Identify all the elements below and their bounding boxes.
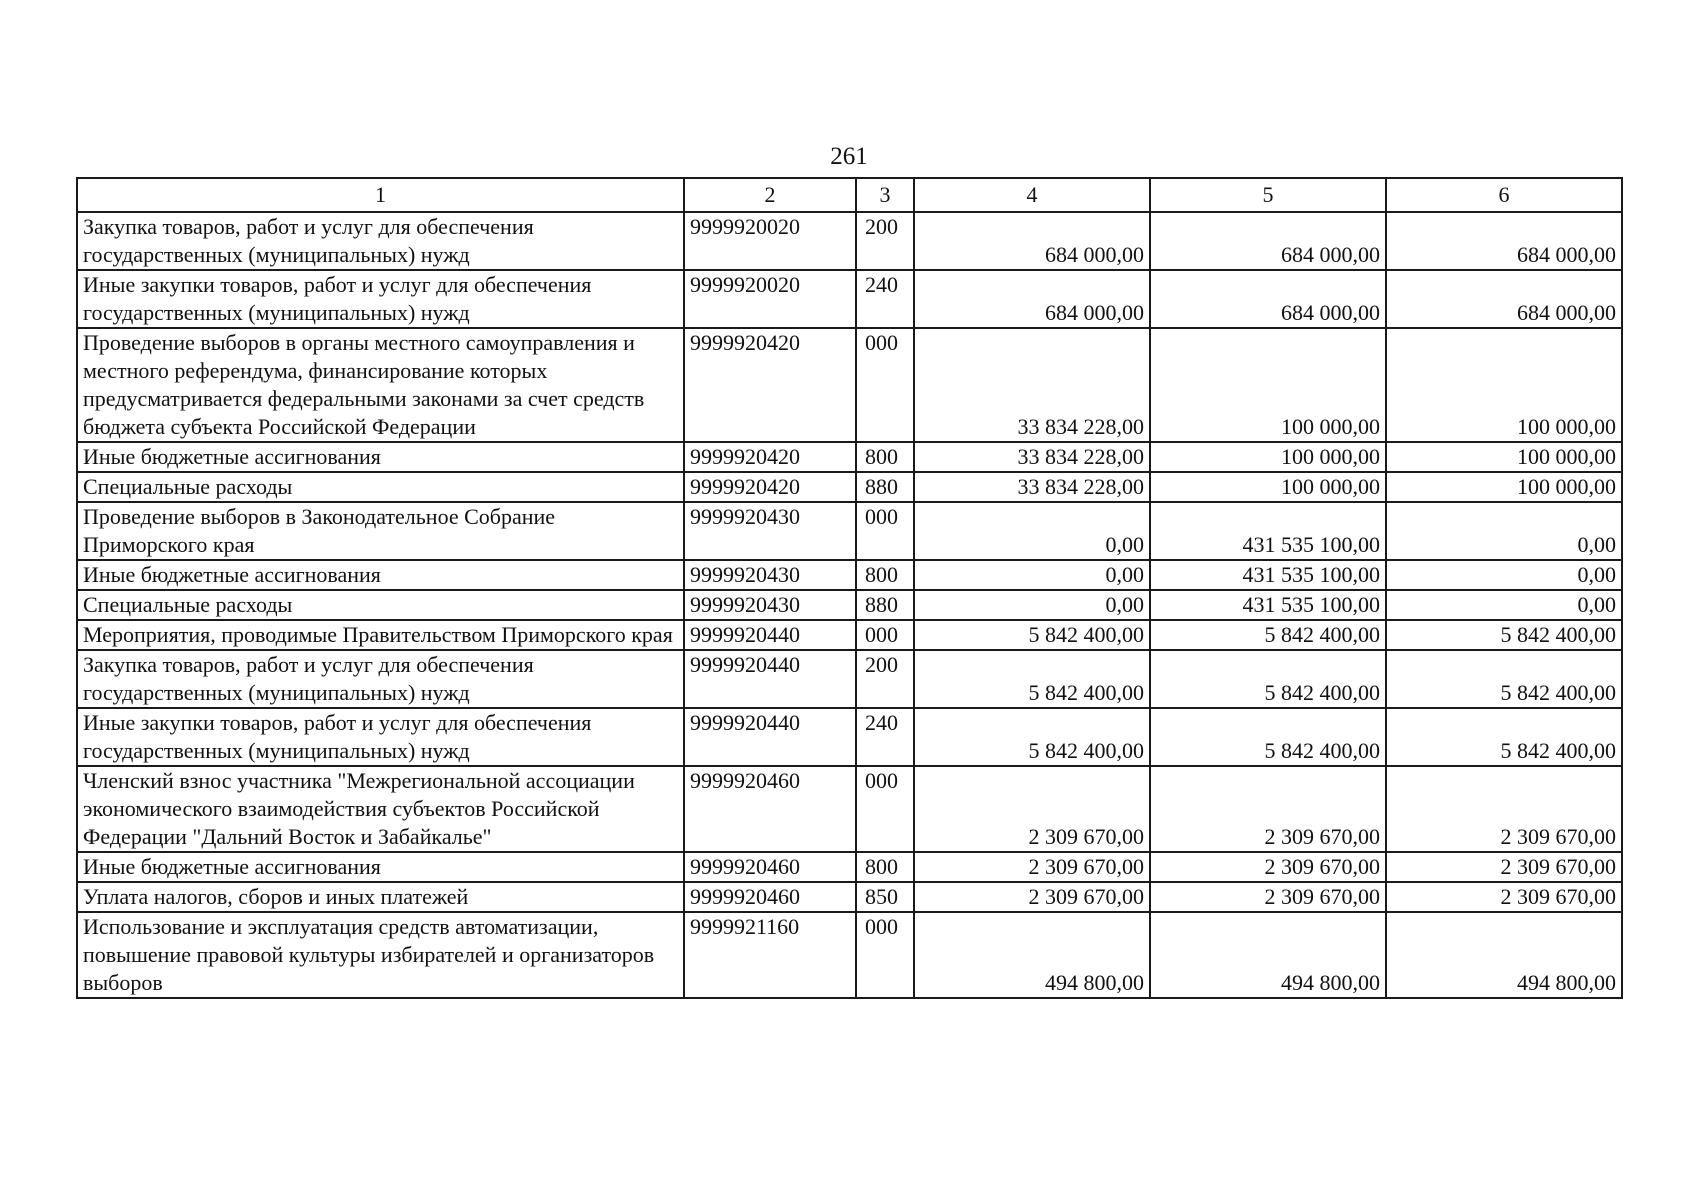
table-row: [77, 560, 1622, 590]
row-amount-col6-cell: 5 842 400,00: [1386, 650, 1622, 708]
row-code-cell: 9999920440: [684, 620, 856, 650]
row-amount-col5-cell: 100 000,00: [1150, 328, 1386, 442]
row-code-cell: 9999920460: [684, 882, 856, 912]
table-row: [77, 708, 1622, 766]
row-amount-col6-cell: 5 842 400,00: [1386, 708, 1622, 766]
table-row: [77, 766, 1622, 852]
row-code-cell: 9999920430: [684, 560, 856, 590]
row-name-cell: Проведение выборов в Законодательное Собрание Приморского края: [77, 502, 684, 560]
row-type-cell: 240: [856, 270, 914, 328]
header-cell-6: 6: [1386, 178, 1622, 212]
header-cell-1: 1: [77, 178, 684, 212]
row-type-cell: 850: [856, 882, 914, 912]
row-amount-col5-cell: 2 309 670,00: [1150, 852, 1386, 882]
row-amount-col5-cell: 2 309 670,00: [1150, 882, 1386, 912]
row-amount-col4-cell: 5 842 400,00: [914, 708, 1150, 766]
table-row: [77, 650, 1622, 708]
row-code-cell: 9999920420: [684, 472, 856, 502]
row-code-cell: 9999920020: [684, 270, 856, 328]
row-amount-col4-cell: 33 834 228,00: [914, 442, 1150, 472]
table-row: [77, 212, 1622, 270]
table-body: [77, 178, 1622, 998]
row-code-cell: 9999920460: [684, 766, 856, 852]
table-header-row: [77, 178, 1622, 212]
row-amount-col4-cell: 0,00: [914, 502, 1150, 560]
row-amount-col6-cell: 100 000,00: [1386, 328, 1622, 442]
table-row: [77, 442, 1622, 472]
row-name-cell: Специальные расходы: [77, 590, 684, 620]
row-amount-col4-cell: 2 309 670,00: [914, 766, 1150, 852]
row-amount-col4-cell: 494 800,00: [914, 912, 1150, 998]
row-type-cell: 200: [856, 212, 914, 270]
row-amount-col5-cell: 431 535 100,00: [1150, 560, 1386, 590]
row-code-cell: 9999920430: [684, 590, 856, 620]
header-cell-3: 3: [856, 178, 914, 212]
table-row: [77, 882, 1622, 912]
row-amount-col5-cell: 5 842 400,00: [1150, 650, 1386, 708]
row-amount-col4-cell: 0,00: [914, 560, 1150, 590]
row-amount-col5-cell: 494 800,00: [1150, 912, 1386, 998]
row-code-cell: 9999920440: [684, 708, 856, 766]
row-name-cell: Закупка товаров, работ и услуг для обеспечения государственных (муниципальных) нужд: [77, 212, 684, 270]
row-type-cell: 000: [856, 502, 914, 560]
row-type-cell: 000: [856, 766, 914, 852]
table-row: [77, 270, 1622, 328]
row-amount-col6-cell: 2 309 670,00: [1386, 882, 1622, 912]
row-amount-col4-cell: 33 834 228,00: [914, 472, 1150, 502]
row-name-cell: Мероприятия, проводимые Правительством Приморского края: [77, 620, 684, 650]
header-cell-5: 5: [1150, 178, 1386, 212]
row-name-cell: Иные закупки товаров, работ и услуг для обеспечения государственных (муниципальных) нужд: [77, 708, 684, 766]
row-code-cell: 9999920460: [684, 852, 856, 882]
row-amount-col6-cell: 684 000,00: [1386, 270, 1622, 328]
row-type-cell: 800: [856, 560, 914, 590]
row-amount-col4-cell: 5 842 400,00: [914, 620, 1150, 650]
row-type-cell: 800: [856, 442, 914, 472]
row-amount-col5-cell: 431 535 100,00: [1150, 502, 1386, 560]
row-amount-col5-cell: 5 842 400,00: [1150, 620, 1386, 650]
row-amount-col6-cell: 494 800,00: [1386, 912, 1622, 998]
row-amount-col4-cell: 33 834 228,00: [914, 328, 1150, 442]
table-row: [77, 912, 1622, 998]
row-type-cell: 000: [856, 328, 914, 442]
row-amount-col4-cell: 684 000,00: [914, 212, 1150, 270]
table-row: [77, 620, 1622, 650]
row-code-cell: 9999920420: [684, 328, 856, 442]
table-row: [77, 852, 1622, 882]
row-amount-col5-cell: 5 842 400,00: [1150, 708, 1386, 766]
row-amount-col4-cell: 684 000,00: [914, 270, 1150, 328]
row-name-cell: Членский взнос участника "Межрегиональной ассоциации экономического взаимодействия субъектов Российской Федерации "Дальний Восток и Забайкалье": [77, 766, 684, 852]
row-name-cell: Иные бюджетные ассигнования: [77, 442, 684, 472]
row-type-cell: 200: [856, 650, 914, 708]
row-amount-col4-cell: 2 309 670,00: [914, 882, 1150, 912]
row-name-cell: Закупка товаров, работ и услуг для обеспечения государственных (муниципальных) нужд: [77, 650, 684, 708]
page-number: 261: [830, 143, 868, 170]
row-name-cell: Проведение выборов в органы местного самоуправления и местного референдума, финансирование которых предусматривается федеральными законами за счет средств бюджета субъекта Российской Федерации: [77, 328, 684, 442]
row-amount-col4-cell: 2 309 670,00: [914, 852, 1150, 882]
row-amount-col6-cell: 684 000,00: [1386, 212, 1622, 270]
row-amount-col6-cell: 100 000,00: [1386, 472, 1622, 502]
table-row: [77, 328, 1622, 442]
row-amount-col5-cell: 684 000,00: [1150, 212, 1386, 270]
row-amount-col5-cell: 684 000,00: [1150, 270, 1386, 328]
header-cell-2: 2: [684, 178, 856, 212]
row-type-cell: 880: [856, 590, 914, 620]
table-row: [77, 590, 1622, 620]
row-amount-col5-cell: 100 000,00: [1150, 442, 1386, 472]
row-amount-col6-cell: 0,00: [1386, 590, 1622, 620]
row-amount-col6-cell: 2 309 670,00: [1386, 852, 1622, 882]
row-type-cell: 000: [856, 912, 914, 998]
row-name-cell: Уплата налогов, сборов и иных платежей: [77, 882, 684, 912]
row-amount-col6-cell: 100 000,00: [1386, 442, 1622, 472]
row-code-cell: 9999921160: [684, 912, 856, 998]
row-amount-col6-cell: 0,00: [1386, 560, 1622, 590]
row-amount-col6-cell: 0,00: [1386, 502, 1622, 560]
table-row: [77, 502, 1622, 560]
row-name-cell: Использование и эксплуатация средств автоматизации, повышение правовой культуры избирателей и организаторов выборов: [77, 912, 684, 998]
row-type-cell: 800: [856, 852, 914, 882]
row-type-cell: 240: [856, 708, 914, 766]
header-cell-4: 4: [914, 178, 1150, 212]
row-amount-col5-cell: 2 309 670,00: [1150, 766, 1386, 852]
row-amount-col5-cell: 100 000,00: [1150, 472, 1386, 502]
budget-table: [76, 177, 1623, 999]
row-amount-col6-cell: 5 842 400,00: [1386, 620, 1622, 650]
row-code-cell: 9999920440: [684, 650, 856, 708]
table-row: [77, 472, 1622, 502]
row-code-cell: 9999920430: [684, 502, 856, 560]
row-name-cell: Специальные расходы: [77, 472, 684, 502]
row-name-cell: Иные закупки товаров, работ и услуг для обеспечения государственных (муниципальных) нужд: [77, 270, 684, 328]
row-type-cell: 000: [856, 620, 914, 650]
row-amount-col5-cell: 431 535 100,00: [1150, 590, 1386, 620]
row-code-cell: 9999920420: [684, 442, 856, 472]
row-code-cell: 9999920020: [684, 212, 856, 270]
row-name-cell: Иные бюджетные ассигнования: [77, 852, 684, 882]
row-name-cell: Иные бюджетные ассигнования: [77, 560, 684, 590]
row-amount-col6-cell: 2 309 670,00: [1386, 766, 1622, 852]
row-amount-col4-cell: 0,00: [914, 590, 1150, 620]
row-type-cell: 880: [856, 472, 914, 502]
row-amount-col4-cell: 5 842 400,00: [914, 650, 1150, 708]
